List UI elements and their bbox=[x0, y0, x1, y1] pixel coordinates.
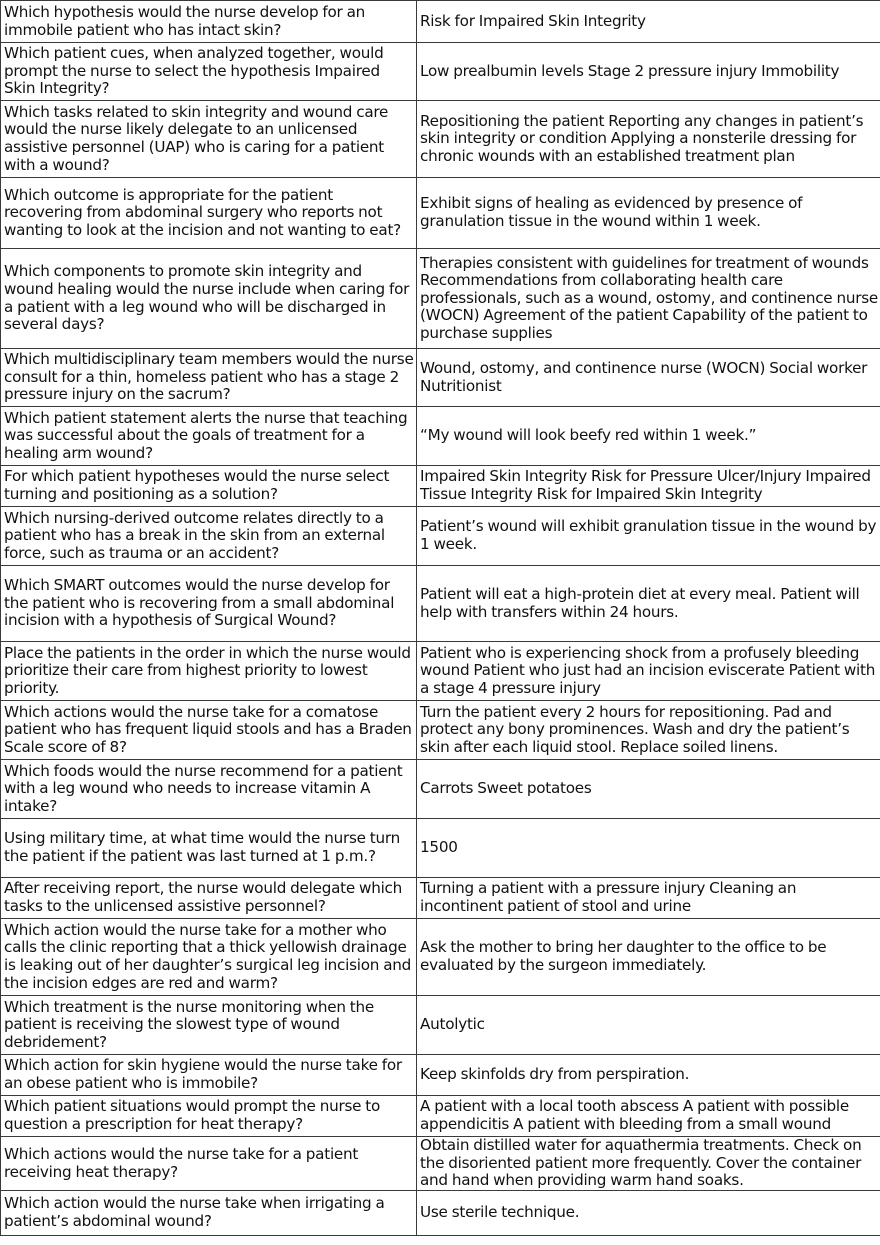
answer-cell: Carrots Sweet potatoes bbox=[417, 760, 880, 819]
question-cell: Which multidisciplinary team members would the nurse consult for a thin, homeless patient who has a stage 2 pressure injury on the sacrum? bbox=[1, 349, 417, 407]
table-body bbox=[1, 1, 880, 1236]
question-cell: Which hypothesis would the nurse develop for an immobile patient who has intact skin? bbox=[1, 1, 417, 43]
question-cell: Which patient situations would prompt the nurse to question a prescription for heat therapy? bbox=[1, 1096, 417, 1137]
table-row bbox=[1, 1, 880, 43]
answer-cell: Impaired Skin Integrity Risk for Pressure Ulcer/Injury Impaired Tissue Integrity Risk for Impaired Skin Integrity bbox=[417, 466, 880, 507]
table-row bbox=[1, 43, 880, 101]
question-cell: Which SMART outcomes would the nurse develop for the patient who is recovering from a small abdominal incision with a hypothesis of Surgical Wound? bbox=[1, 566, 417, 642]
answer-cell: Keep skinfolds dry from perspiration. bbox=[417, 1055, 880, 1096]
answer-cell: Therapies consistent with guidelines for treatment of wounds Recommendations from collaborating health care professionals, such as a wound, ostomy, and continence nurse (WOCN) Agreement of the patient Capability of the patient to purchase supplies bbox=[417, 249, 880, 349]
question-cell: Using military time, at what time would the nurse turn the patient if the patient was last turned at 1 p.m.? bbox=[1, 819, 417, 878]
table-row bbox=[1, 1137, 880, 1191]
question-cell: Which nursing-derived outcome relates directly to a patient who has a break in the skin from an external force, such as trauma or an accident? bbox=[1, 507, 417, 566]
question-cell: After receiving report, the nurse would delegate which tasks to the unlicensed assistive personnel? bbox=[1, 878, 417, 919]
question-cell: Which action would the nurse take when irrigating a patient’s abdominal wound? bbox=[1, 1191, 417, 1236]
table-row bbox=[1, 466, 880, 507]
answer-cell: Patient will eat a high-protein diet at every meal. Patient will help with transfers within 24 hours. bbox=[417, 566, 880, 642]
answer-cell: Repositioning the patient Reporting any changes in patient’s skin integrity or condition Applying a nonsterile dressing for chronic wounds with an established treatment plan bbox=[417, 101, 880, 178]
table-row bbox=[1, 1096, 880, 1137]
answer-cell: “My wound will look beefy red within 1 week.” bbox=[417, 407, 880, 466]
question-cell: Which outcome is appropriate for the patient recovering from abdominal surgery who reports not wanting to look at the incision and not wanting to eat? bbox=[1, 178, 417, 249]
answer-cell: A patient with a local tooth abscess A patient with possible appendicitis A patient with bleeding from a small wound bbox=[417, 1096, 880, 1137]
question-cell: Which treatment is the nurse monitoring when the patient is receiving the slowest type of wound debridement? bbox=[1, 996, 417, 1055]
answer-cell: Low prealbumin levels Stage 2 pressure injury Immobility bbox=[417, 43, 880, 101]
table-row bbox=[1, 878, 880, 919]
question-cell: Place the patients in the order in which the nurse would prioritize their care from highest priority to lowest priority. bbox=[1, 642, 417, 701]
table-row bbox=[1, 178, 880, 249]
answer-cell: Patient’s wound will exhibit granulation tissue in the wound by 1 week. bbox=[417, 507, 880, 566]
answer-cell: Use sterile technique. bbox=[417, 1191, 880, 1236]
table-row bbox=[1, 819, 880, 878]
answer-cell: Autolytic bbox=[417, 996, 880, 1055]
table-row bbox=[1, 349, 880, 407]
answer-cell: Turn the patient every 2 hours for repositioning. Pad and protect any bony prominences. Wash and dry the patient’s skin after each liquid stool. Replace soiled linens. bbox=[417, 701, 880, 760]
question-cell: Which patient cues, when analyzed together, would prompt the nurse to select the hypothesis Impaired Skin Integrity? bbox=[1, 43, 417, 101]
answer-cell: Ask the mother to bring her daughter to the office to be evaluated by the surgeon immediately. bbox=[417, 919, 880, 996]
answer-cell: Exhibit signs of healing as evidenced by presence of granulation tissue in the wound within 1 week. bbox=[417, 178, 880, 249]
question-cell: Which components to promote skin integrity and wound healing would the nurse include when caring for a patient with a leg wound who will be discharged in several days? bbox=[1, 249, 417, 349]
table-row bbox=[1, 1191, 880, 1236]
answer-cell: Patient who is experiencing shock from a profusely bleeding wound Patient who just had an incision eviscerate Patient with a stage 4 pressure injury bbox=[417, 642, 880, 701]
question-cell: Which actions would the nurse take for a comatose patient who has frequent liquid stools and has a Braden Scale score of 8? bbox=[1, 701, 417, 760]
table-row bbox=[1, 101, 880, 178]
table-row bbox=[1, 1055, 880, 1096]
table-row bbox=[1, 642, 880, 701]
question-cell: Which foods would the nurse recommend for a patient with a leg wound who needs to increase vitamin A intake? bbox=[1, 760, 417, 819]
table-row bbox=[1, 566, 880, 642]
question-cell: Which action would the nurse take for a mother who calls the clinic reporting that a thick yellowish drainage is leaking out of her daughter’s surgical leg incision and the incision edges are red and warm? bbox=[1, 919, 417, 996]
table-row bbox=[1, 760, 880, 819]
table-row bbox=[1, 507, 880, 566]
table-row bbox=[1, 249, 880, 349]
answer-cell: Turning a patient with a pressure injury Cleaning an incontinent patient of stool and urine bbox=[417, 878, 880, 919]
answer-cell: Wound, ostomy, and continence nurse (WOCN) Social worker Nutritionist bbox=[417, 349, 880, 407]
question-cell: For which patient hypotheses would the nurse select turning and positioning as a solution? bbox=[1, 466, 417, 507]
question-cell: Which action for skin hygiene would the nurse take for an obese patient who is immobile? bbox=[1, 1055, 417, 1096]
table-row bbox=[1, 919, 880, 996]
question-cell: Which patient statement alerts the nurse that teaching was successful about the goals of treatment for a healing arm wound? bbox=[1, 407, 417, 466]
table-row bbox=[1, 407, 880, 466]
table-row bbox=[1, 701, 880, 760]
answer-cell: Obtain distilled water for aquathermia treatments. Check on the disoriented patient more frequently. Cover the container and hand when providing warm hand soaks. bbox=[417, 1137, 880, 1191]
table-row bbox=[1, 996, 880, 1055]
answer-cell: 1500 bbox=[417, 819, 880, 878]
question-cell: Which tasks related to skin integrity and wound care would the nurse likely delegate to an unlicensed assistive personnel (UAP) who is caring for a patient with a wound? bbox=[1, 101, 417, 178]
answer-cell: Risk for Impaired Skin Integrity bbox=[417, 1, 880, 43]
question-cell: Which actions would the nurse take for a patient receiving heat therapy? bbox=[1, 1137, 417, 1191]
